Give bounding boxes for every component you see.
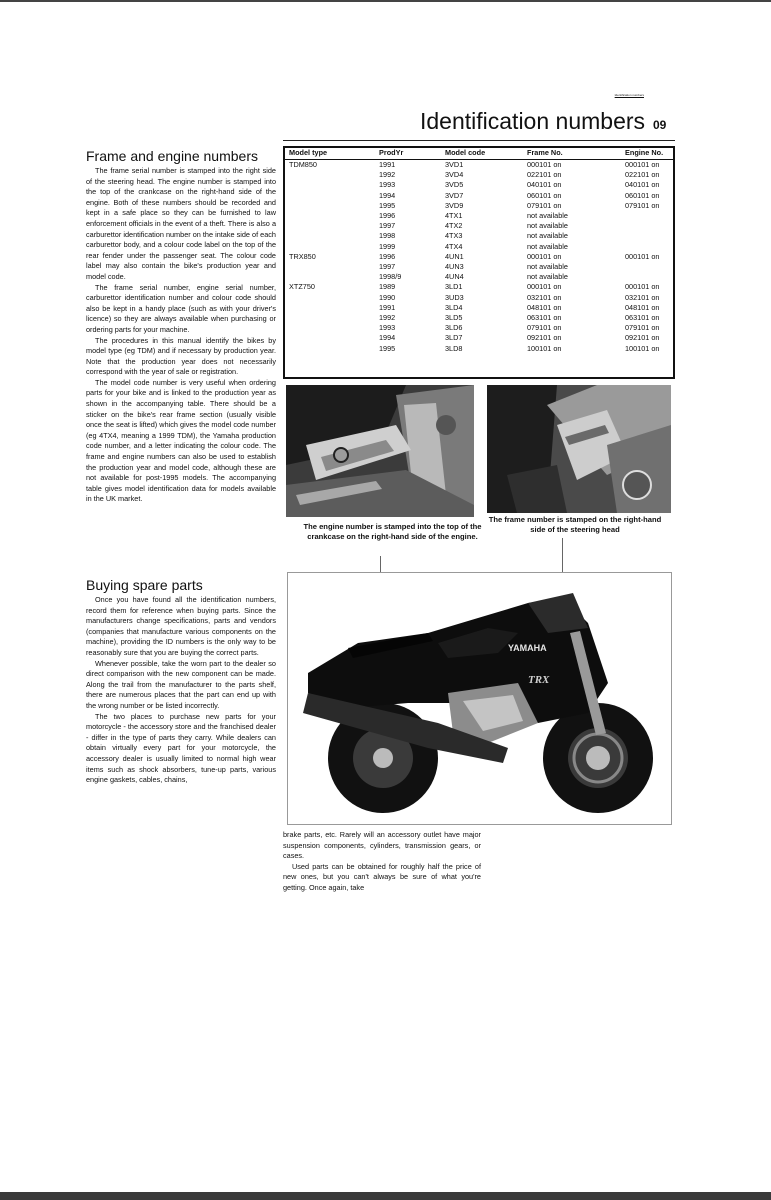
table-row bbox=[285, 211, 673, 221]
cell-engine-no: 000101 on bbox=[625, 282, 660, 292]
cell-engine-no: 022101 on bbox=[625, 170, 660, 180]
table-row bbox=[285, 303, 673, 313]
cell-model-type: XTZ750 bbox=[289, 282, 315, 292]
spare-parts-heading: Buying spare parts bbox=[86, 577, 203, 593]
cell-prodyr: 1995 bbox=[379, 200, 396, 210]
cell-engine-no: 100101 on bbox=[625, 343, 660, 353]
cell-frame-no: 040101 on bbox=[527, 180, 562, 190]
cell-engine-no: 079101 on bbox=[625, 323, 660, 333]
frame-engine-section bbox=[86, 148, 276, 505]
cell-model-code: 3LD7 bbox=[445, 333, 463, 343]
col-header-engine-no: Engine No. bbox=[621, 148, 673, 160]
cell-model-code: 3VD7 bbox=[445, 190, 464, 200]
cell-prodyr: 1992 bbox=[379, 313, 396, 323]
frame-number-photo bbox=[487, 385, 671, 513]
cell-model-type bbox=[285, 262, 369, 272]
continued-paragraph: Used parts can be obtained for roughly half the price of new ones, but you can't always be sure of what you're getting. Once again, take bbox=[283, 861, 481, 892]
frame-engine-paragraph: The frame serial number, engine serial number, carburettor identification number and colour code should also be kept in a handy place (such as with your driver's licence) so they are always available when purchasing or ordering parts for your machine. bbox=[86, 282, 276, 334]
bike-model-label: TRX bbox=[528, 674, 550, 686]
cell-frame-no: not available bbox=[527, 241, 568, 251]
cell-model-code: 4UN1 bbox=[445, 251, 464, 261]
cell-model-code: 4TX3 bbox=[445, 231, 463, 241]
cell-model-code: 3LD8 bbox=[445, 343, 463, 353]
table-row bbox=[285, 221, 673, 231]
frame-engine-heading: Frame and engine numbers bbox=[86, 148, 258, 164]
cell-model-type bbox=[285, 272, 369, 282]
table-row bbox=[285, 313, 673, 323]
cell-model-type bbox=[285, 211, 369, 221]
cell-engine-no: 048101 on bbox=[625, 302, 660, 312]
cell-model-code: 3UD3 bbox=[445, 292, 464, 302]
engine-number-photo bbox=[286, 385, 474, 517]
cell-prodyr: 1993 bbox=[379, 180, 396, 190]
table-row bbox=[285, 252, 673, 262]
cell-frame-no: 092101 on bbox=[527, 333, 562, 343]
motorcycle-illustration bbox=[288, 573, 672, 825]
cell-prodyr: 1996 bbox=[379, 211, 396, 221]
cell-model-code: 4TX4 bbox=[445, 241, 463, 251]
table-row bbox=[285, 191, 673, 201]
cell-frame-no: not available bbox=[527, 221, 568, 231]
cell-prodyr: 1989 bbox=[379, 282, 396, 292]
cell-model-type bbox=[285, 231, 369, 241]
table-row bbox=[285, 242, 673, 252]
id-table-grid bbox=[285, 148, 673, 354]
frame-engine-paragraph: The model code number is very useful when ordering parts for your bike and is linked to the production year as shown in the accompanying table. There should be a sticker on the bike's rear frame section (usually visible once the seat is lifted) which gives the model code number (eg 4TX4, meaning a 1999 TDM), the Yamaha production code number, and a letter indicating the colour code. The frame and engine numbers can also be used to establish the production year and model code, although these are not available for post-1995 models. The accompanying table gives model identification data for models available in the UK market. bbox=[86, 377, 276, 504]
cell-frame-no: 000101 on bbox=[527, 160, 562, 169]
cell-prodyr: 1994 bbox=[379, 190, 396, 200]
col-header-model-type: Model type bbox=[285, 148, 369, 160]
frame-photo-illustration bbox=[487, 385, 671, 513]
cell-engine-no: 000101 on bbox=[625, 160, 660, 169]
table-row bbox=[285, 180, 673, 190]
cell-model-type: TRX850 bbox=[289, 251, 316, 261]
cell-model-code: 3VD4 bbox=[445, 170, 464, 180]
cell-model-code: 3LD4 bbox=[445, 302, 463, 312]
cell-model-type bbox=[285, 344, 369, 354]
cell-frame-no: 060101 on bbox=[527, 190, 562, 200]
cell-engine-no: 000101 on bbox=[625, 251, 660, 261]
cell-model-code: 4UN3 bbox=[445, 262, 464, 272]
engine-photo-illustration bbox=[286, 385, 474, 517]
cell-frame-no: not available bbox=[527, 272, 568, 282]
cell-engine-no bbox=[621, 262, 673, 272]
header-rule bbox=[283, 140, 675, 141]
cell-frame-no: 063101 on bbox=[527, 313, 562, 323]
page-title: Identification numbers bbox=[420, 108, 646, 134]
table-row bbox=[285, 231, 673, 241]
continued-paragraph: brake parts, etc. Rarely will an accessory outlet have major suspension components, cylinders, transmission gears, or cases. bbox=[283, 830, 481, 861]
cell-engine-no bbox=[621, 211, 673, 221]
cell-engine-no: 063101 on bbox=[625, 313, 660, 323]
cell-model-code: 3LD1 bbox=[445, 282, 463, 292]
cell-frame-no: 000101 on bbox=[527, 251, 562, 261]
frame-photo-caption: The frame number is stamped on the right-hand side of the steering head bbox=[488, 515, 662, 534]
cell-engine-no bbox=[621, 272, 673, 282]
cell-prodyr: 1997 bbox=[379, 221, 396, 231]
engine-photo-caption: The engine number is stamped into the top of the crankcase on the right-hand side of the engine. bbox=[303, 522, 482, 541]
col-header-frame-no: Frame No. bbox=[523, 148, 621, 160]
col-header-model-code: Model code bbox=[441, 148, 523, 160]
table-row bbox=[285, 262, 673, 272]
header-tiny-label: Identification numbers bbox=[614, 93, 644, 97]
table-row bbox=[285, 333, 673, 343]
continued-text-section bbox=[283, 830, 481, 894]
cell-frame-no: 032101 on bbox=[527, 292, 562, 302]
cell-engine-no: 032101 on bbox=[625, 292, 660, 302]
frame-engine-paragraph: The frame serial number is stamped into the right side of the steering head. The engine number is stamped into the top of the crankcase on the right-hand side of the engine. Both of these numbers should be recorded and kept in a safe place so they can be furnished to law enforcement officials in the event of a theft. There is also a carburettor identification number on the intake side of each carburettor body, and a colour code label on the top of the rear fender under the passenger seat. The colour code label may also contain the bike's production year and model code. bbox=[86, 166, 276, 281]
frame-engine-paragraph: The procedures in this manual identify the bikes by model type (eg TDM) and if necessary by production year. Note that the production year does not necessarily correspond with the year of sale or registration. bbox=[86, 335, 276, 377]
cell-prodyr: 1997 bbox=[379, 262, 396, 272]
cell-frame-no: not available bbox=[527, 231, 568, 241]
table-row bbox=[285, 160, 673, 171]
table-row bbox=[285, 170, 673, 180]
cell-model-type bbox=[285, 170, 369, 180]
cell-model-type bbox=[285, 242, 369, 252]
cell-model-type bbox=[285, 333, 369, 343]
cell-engine-no bbox=[621, 231, 673, 241]
cell-prodyr: 1995 bbox=[379, 343, 396, 353]
cell-prodyr: 1991 bbox=[379, 160, 396, 169]
table-row bbox=[285, 201, 673, 211]
cell-model-type bbox=[285, 180, 369, 190]
table-row bbox=[285, 282, 673, 292]
cell-engine-no: 060101 on bbox=[625, 190, 660, 200]
cell-prodyr: 1994 bbox=[379, 333, 396, 343]
cell-model-code: 3VD1 bbox=[445, 160, 464, 169]
cell-prodyr: 1998/9 bbox=[379, 272, 402, 282]
spare-parts-paragraph: Once you have found all the identification numbers, record them for reference when buying parts. Since the manufacturers change specifications, parts and vendors (companies that manufacture various components on the machine), providing the ID numbers is the only way to be reasonably sure that you are buying the correct parts. bbox=[86, 595, 276, 657]
spare-parts-paragraph: Whenever possible, take the worn part to the dealer so direct comparison with the new component can be made. Along the trail from the manufacturer to the parts shelf, there are numerous places that the part can end up with the wrong number or be listed incorrectly. bbox=[86, 658, 276, 710]
cell-model-code: 3VD5 bbox=[445, 180, 464, 190]
cell-model-type bbox=[285, 293, 369, 303]
cell-model-code: 4TX1 bbox=[445, 211, 463, 221]
cell-model-code: 3VD9 bbox=[445, 200, 464, 210]
cell-model-code: 4UN4 bbox=[445, 272, 464, 282]
identification-table bbox=[283, 146, 675, 379]
cell-engine-no: 092101 on bbox=[625, 333, 660, 343]
cell-prodyr: 1991 bbox=[379, 302, 396, 312]
cell-frame-no: not available bbox=[527, 211, 568, 221]
cell-model-type bbox=[285, 221, 369, 231]
cell-frame-no: 000101 on bbox=[527, 282, 562, 292]
col-header-prodyr: ProdYr bbox=[369, 148, 441, 160]
cell-model-type bbox=[285, 323, 369, 333]
cell-model-code: 3LD5 bbox=[445, 313, 463, 323]
table-row bbox=[285, 344, 673, 354]
cell-model-type: TDM850 bbox=[289, 160, 317, 169]
bike-brand-label: YAMAHA bbox=[508, 643, 547, 653]
table-row bbox=[285, 293, 673, 303]
cell-frame-no: 079101 on bbox=[527, 323, 562, 333]
table-row bbox=[285, 323, 673, 333]
cell-frame-no: 100101 on bbox=[527, 343, 562, 353]
cell-frame-no: not available bbox=[527, 262, 568, 272]
spare-parts-paragraph: The two places to purchase new parts for your motorcycle - the accessory store and the franchised dealer - differ in the type of parts they carry. While dealers can obtain virtually every part for your motorcycle, the accessory dealer is usually limited to normal high wear items such as shock absorbers, tune-up parts, various engine gaskets, cables, chains, bbox=[86, 711, 276, 785]
cell-model-type bbox=[285, 201, 369, 211]
cell-engine-no bbox=[621, 221, 673, 231]
spare-parts-section bbox=[86, 577, 276, 786]
table-row bbox=[285, 272, 673, 282]
cell-model-type bbox=[285, 191, 369, 201]
cell-frame-no: 048101 on bbox=[527, 302, 562, 312]
cell-frame-no: 079101 on bbox=[527, 200, 562, 210]
table-header-row bbox=[285, 148, 673, 160]
cell-prodyr: 1992 bbox=[379, 170, 396, 180]
table-body bbox=[285, 160, 673, 354]
page-number: 09 bbox=[653, 118, 667, 132]
cell-model-type bbox=[285, 303, 369, 313]
cell-prodyr: 1990 bbox=[379, 292, 396, 302]
motorcycle-photo bbox=[287, 572, 672, 825]
cell-prodyr: 1998 bbox=[379, 231, 396, 241]
bottom-border bbox=[0, 1192, 771, 1200]
cell-model-type bbox=[285, 313, 369, 323]
cell-frame-no: 022101 on bbox=[527, 170, 562, 180]
cell-prodyr: 1993 bbox=[379, 323, 396, 333]
cell-engine-no: 079101 on bbox=[625, 200, 660, 210]
cell-prodyr: 1996 bbox=[379, 251, 396, 261]
cell-engine-no: 040101 on bbox=[625, 180, 660, 190]
cell-model-code: 3LD6 bbox=[445, 323, 463, 333]
cell-engine-no bbox=[621, 242, 673, 252]
cell-model-code: 4TX2 bbox=[445, 221, 463, 231]
top-border bbox=[0, 0, 771, 2]
cell-prodyr: 1999 bbox=[379, 241, 396, 251]
